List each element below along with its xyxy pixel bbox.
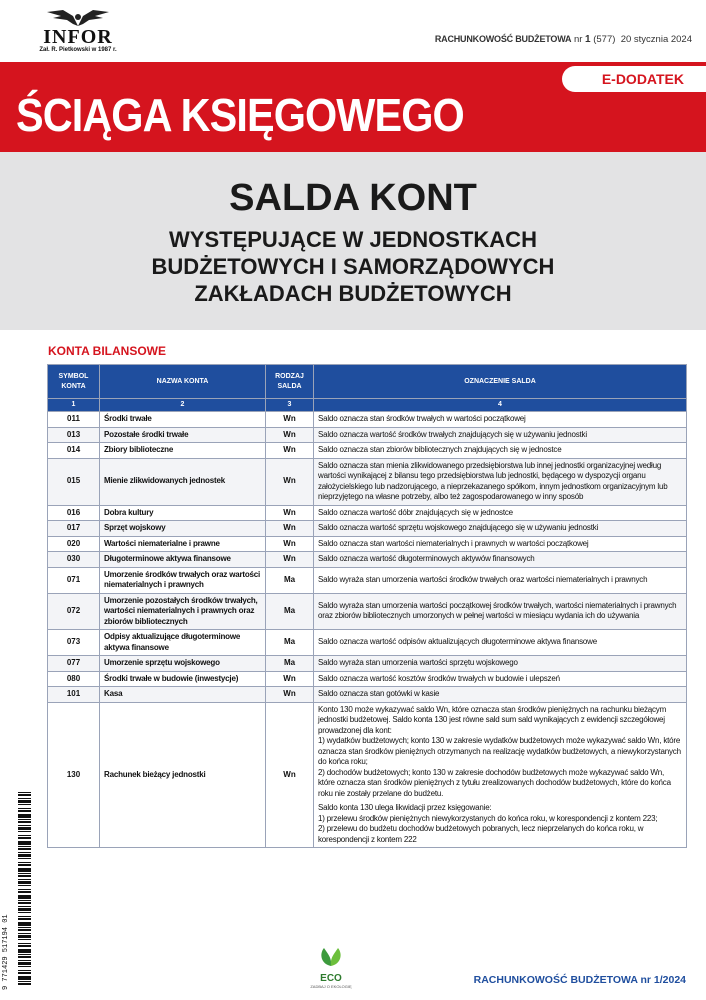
table-row [48, 458, 687, 505]
account-name: Rachunek bieżący jednostki [100, 702, 266, 848]
description-paragraph: Saldo oznacza wartość sprzętu wojskowego znajdującego się w używaniu jednostki [318, 523, 599, 532]
description-paragraph: 2) przelewu do budżetu dochodów budżetowych pobranych, lecz nieprzelanych do końca roku, w korespondencji z kontem 222 [318, 824, 644, 844]
subtitle-line: WYSTĘPUJĄCE W JEDNOSTKACH [169, 227, 537, 252]
table-row [48, 702, 687, 848]
barcode-bar [18, 848, 31, 850]
balance-description [314, 521, 687, 537]
table-row [48, 656, 687, 672]
account-name: Środki trwałe [100, 412, 266, 428]
barcode-bar [18, 976, 31, 980]
balance-type: Wn [266, 536, 314, 552]
table-row [48, 521, 687, 537]
eco-logo [302, 946, 360, 989]
table-row [48, 593, 687, 630]
account-name: Zbiory biblioteczne [100, 443, 266, 459]
balance-type: Ma [266, 630, 314, 656]
barcode-bar [18, 939, 31, 940]
balance-type: Wn [266, 427, 314, 443]
table-row [48, 505, 687, 521]
barcode-bar [18, 794, 31, 796]
description-paragraph: Saldo oznacza stan wartości niematerialnych i prawnych w wartości początkowej [318, 538, 589, 548]
balance-description [314, 656, 687, 672]
barcode-digits: 9 771429 517194 01 [2, 914, 10, 990]
description-paragraph: Saldo oznacza wartość odpisów aktualizujących długoterminowe aktywa finansowe [318, 637, 597, 647]
barcode-bar [18, 962, 31, 965]
table-row [48, 671, 687, 687]
table-row [48, 630, 687, 656]
barcode-bar [18, 916, 31, 917]
account-name: Mienie zlikwidowanych jednostek [100, 458, 266, 505]
balance-type: Ma [266, 656, 314, 672]
balance-type: Wn [266, 687, 314, 703]
description-paragraph: Konto 130 może wykazywać saldo Wn, które oznacza stan środków pieniężnych na rachunku bieżącym jednostki budżetowej. Saldo konta 130 jest równe sald sum sald wynikających z ewidencji szczegółowej prowadzonej dla kont: [318, 704, 667, 735]
barcode-bar [18, 881, 31, 884]
description-paragraph: Saldo oznacza stan gotówki w kasie [318, 689, 440, 698]
balance-type: Wn [266, 458, 314, 505]
account-name: Pozostałe środki trwałe [100, 427, 266, 443]
account-symbol: 072 [48, 593, 100, 630]
balance-description [314, 443, 687, 459]
account-name: Kasa [100, 687, 266, 703]
balance-type: Wn [266, 671, 314, 687]
barcode-bar [18, 873, 31, 874]
account-name: Długoterminowe aktywa finansowe [100, 552, 266, 568]
balance-description [314, 427, 687, 443]
account-symbol: 073 [48, 630, 100, 656]
description-paragraph: Saldo wyraża stan umorzenia wartości sprzętu wojskowego [318, 658, 518, 667]
barcode-bar [18, 800, 31, 803]
account-symbol: 071 [48, 567, 100, 593]
table-row [48, 552, 687, 568]
barcode-bar [18, 929, 31, 931]
balance-type: Wn [266, 412, 314, 428]
footer-reference: RACHUNKOWOŚĆ BUDŻETOWA nr 1/2024 [473, 974, 686, 986]
table-row [48, 427, 687, 443]
balance-description [314, 702, 687, 848]
issue-total: (577) [593, 34, 616, 45]
account-symbol: 080 [48, 671, 100, 687]
subtitle [0, 226, 706, 307]
barcode-bar [18, 792, 31, 793]
barcode-bar [18, 906, 31, 907]
barcode-bar [18, 918, 31, 920]
balance-type: Wn [266, 702, 314, 848]
title-panel [0, 152, 706, 330]
account-name: Środki trwałe w budowie (inwestycje) [100, 671, 266, 687]
description-paragraph: Saldo oznacza wartość kosztów środków trwałych w budowie i ulepszeń [318, 673, 560, 683]
issue-date: 20 stycznia 2024 [620, 34, 692, 45]
account-symbol: 011 [48, 412, 100, 428]
barcode-bar [18, 922, 31, 926]
barcode-bar [18, 831, 31, 832]
account-name: Umorzenie środków trwałych oraz wartości niematerialnych i prawnych [100, 567, 266, 593]
barcode-bar [18, 837, 31, 839]
barcode-bar [18, 895, 31, 899]
balance-type: Wn [266, 443, 314, 459]
header-name: NAZWA KONTA [100, 365, 266, 399]
header-meaning: OZNACZENIE SALDA [314, 365, 687, 399]
barcode-bar [18, 912, 31, 913]
account-name: Odpisy aktualizujące długoterminowe aktywa finansowe [100, 630, 266, 656]
barcode-bar [18, 810, 31, 812]
barcode-bar [18, 798, 31, 799]
account-name: Dobra kultury [100, 505, 266, 521]
barcode-bar [18, 825, 31, 826]
series-title: ŚCIĄGA KSIĘGOWEGO [16, 89, 464, 141]
account-name: Wartości niematerialne i prawne [100, 536, 266, 552]
barcode-bar [18, 949, 31, 953]
balance-description [314, 536, 687, 552]
barcode-bar [18, 902, 31, 904]
account-symbol: 130 [48, 702, 100, 848]
account-symbol: 014 [48, 443, 100, 459]
barcode-bar [18, 983, 31, 985]
barcode-bar [18, 972, 31, 974]
balance-type: Ma [266, 593, 314, 630]
barcode-bar [18, 804, 31, 805]
description-paragraph: Saldo oznacza wartość dóbr znajdujących się w jednostce [318, 507, 513, 517]
eco-subtitle: ZADBAJ O EKOLOGIĘ [310, 984, 352, 989]
balance-description [314, 593, 687, 630]
barcode-bar [18, 889, 31, 890]
balance-type: Wn [266, 505, 314, 521]
account-symbol: 017 [48, 521, 100, 537]
issue-info [574, 34, 618, 45]
col-number: 3 [266, 399, 314, 412]
balance-description [314, 412, 687, 428]
barcode-bar [18, 841, 31, 845]
header-symbol: SYMBOL KONTA [48, 365, 100, 399]
barcode-bar [18, 970, 31, 971]
barcode-bar [18, 954, 31, 955]
balance-description [314, 687, 687, 703]
logo-subtitle: Zał. R. Pietkowski w 1987 r. [39, 47, 117, 53]
publication-line [435, 34, 692, 45]
table-row [48, 412, 687, 428]
balance-description [314, 505, 687, 521]
barcode-bar [18, 908, 31, 911]
barcode-bar [18, 935, 31, 938]
account-symbol: 030 [48, 552, 100, 568]
barcode-bar [18, 852, 31, 853]
barcode-bar [18, 846, 31, 847]
barcode-bar [18, 960, 31, 961]
barcode-bar [18, 956, 31, 958]
barcode-bar [18, 900, 31, 901]
balance-description [314, 630, 687, 656]
description-paragraph: Saldo wyraża stan umorzenia wartości początkowej środków trwałych, wartości niematerialnych i prawnych oraz zbiorów bibliotecznych umorzonych w pełnej wartości w miesiącu wydania ich do używania [318, 600, 677, 621]
issue-number: 1 [585, 34, 591, 45]
description-paragraph: Saldo oznacza wartość środków trwałych znajdujących się w używaniu jednostki [318, 429, 587, 439]
leaf-icon [316, 946, 346, 968]
eagle-icon [43, 8, 113, 28]
issue-prefix: nr [573, 34, 583, 45]
eco-word: ECO [320, 973, 342, 984]
e-dodatek-badge: E-DODATEK [562, 66, 706, 92]
barcode-bar [18, 943, 31, 944]
header-balance: RODZAJ SALDA [266, 365, 314, 399]
description-paragraph: Saldo oznacza stan środków trwałych w wartości początkowej [318, 414, 526, 423]
account-symbol: 077 [48, 656, 100, 672]
table-row [48, 443, 687, 459]
barcode-bar [18, 864, 31, 866]
subtitle-line: ZAKŁADACH BUDŻETOWYCH [194, 281, 512, 306]
account-name: Sprzęt wojskowy [100, 521, 266, 537]
table-row [48, 567, 687, 593]
balance-description [314, 552, 687, 568]
subtitle-line: BUDŻETOWYCH I SAMORZĄDOWYCH [151, 254, 555, 279]
account-symbol: 013 [48, 427, 100, 443]
barcode-bar [18, 827, 31, 830]
barcode-bar [18, 808, 31, 809]
description-paragraph: Saldo oznacza wartość długoterminowych aktywów finansowych [318, 554, 535, 563]
balance-description [314, 671, 687, 687]
description-paragraph: Saldo konta 130 ulega likwidacji przez księgowanie: [318, 803, 492, 812]
col-number: 4 [314, 399, 687, 412]
barcode-bar [18, 891, 31, 893]
barcode-bar [18, 835, 31, 836]
table-body [48, 412, 687, 848]
account-name: Umorzenie sprzętu wojskowego [100, 656, 266, 672]
balance-type: Ma [266, 567, 314, 593]
account-symbol: 016 [48, 505, 100, 521]
barcode-bar [18, 966, 31, 967]
account-symbol: 020 [48, 536, 100, 552]
account-name: Umorzenie pozostałych środków trwałych, wartości niematerialnych i prawnych oraz zbiorów bibliotecznych [100, 593, 266, 630]
barcode-bar [18, 945, 31, 947]
barcode-bar [18, 862, 31, 863]
table-row [48, 687, 687, 703]
description-paragraph: Saldo oznacza stan mienia zlikwidowanego przedsiębiorstwa lub innej jednostki organizacyjnej według wartości wynikającej z bilansu tego przedsiębiorstwa lub jednostki, będącego w dyspozycji organu założycielskiego lub nadzorującego, a nieprzekazanego spółkom, innym jednostkom organizacyjnym lub nieprzyjętego na własne potrzeby, albo też zagospodarowanego w inny sposób [318, 460, 668, 501]
col-number: 1 [48, 399, 100, 412]
balance-type: Wn [266, 552, 314, 568]
publication-name: RACHUNKOWOŚĆ BUDŻETOWA [434, 34, 572, 44]
barcode-bar [18, 854, 31, 857]
barcode-bar [18, 981, 31, 982]
barcode-bar [18, 858, 31, 859]
accounts-table [47, 364, 687, 848]
barcode-bar [18, 927, 31, 928]
description-paragraph: 1) przelewu środków pieniężnych niewykorzystanych do końca roku, w korespondencji z kontem 223; [318, 813, 658, 823]
infor-logo [26, 8, 130, 54]
barcode-bar [18, 819, 31, 820]
description-paragraph: Saldo oznacza stan zbiorów bibliotecznych znajdujących się w jednostce [318, 445, 562, 454]
barcode-bar [18, 814, 31, 818]
barcode-bar [18, 933, 31, 934]
logo-text: INFOR [43, 26, 113, 48]
table-row [48, 536, 687, 552]
main-title: SALDA KONT [229, 177, 477, 219]
account-symbol: 101 [48, 687, 100, 703]
balance-description [314, 458, 687, 505]
description-paragraph: 2) dochodów budżetowych; konto 130 w zakresie dochodów budżetowych może wykazywać saldo Wn, które oznacza stan środków pieniężnych z tytułu zrealizowanych dochodów budżetowych, które do końca roku nie zostały przelane do budżetu. [318, 767, 671, 798]
description-paragraph: 1) wydatków budżetowych; konto 130 w zakresie wydatków budżetowych może wykazywać saldo Wn, które oznacza stan środków pieniężnych otrzymanych na realizację wydatków budżetowych, a niewykorzystanych do końca roku; [318, 736, 681, 766]
barcode-bar [18, 875, 31, 877]
barcode-bar [18, 821, 31, 823]
barcode-bar [18, 879, 31, 880]
section-label: KONTA BILANSOWE [48, 344, 166, 358]
barcode-bar [18, 868, 31, 872]
balance-description [314, 567, 687, 593]
barcode-bar [18, 885, 31, 886]
balance-type: Wn [266, 521, 314, 537]
col-number: 2 [100, 399, 266, 412]
description-paragraph: Saldo wyraża stan umorzenia wartości środków trwałych oraz wartości niematerialnych i prawnych [318, 574, 648, 584]
account-symbol: 015 [48, 458, 100, 505]
